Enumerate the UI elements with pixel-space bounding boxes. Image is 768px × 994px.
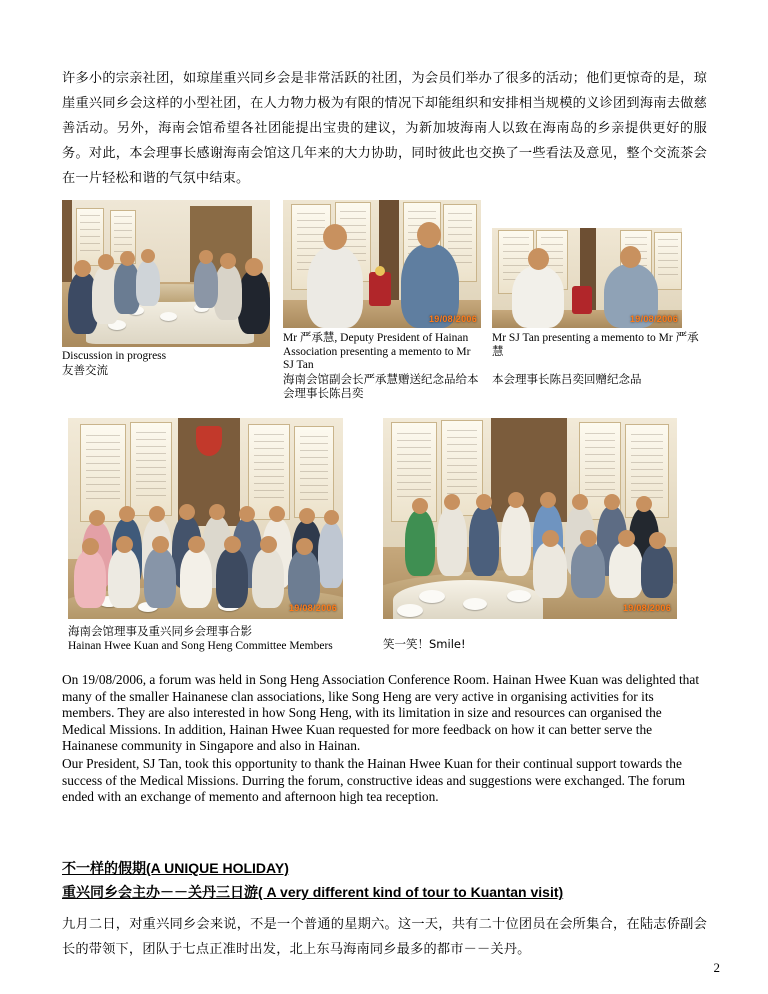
photo-group-committee: [68, 418, 343, 619]
heading-unique-holiday-en: (A UNIQUE HOLIDAY): [146, 860, 289, 876]
paragraph-forum-summary: On 19/08/2006, a forum was held in Song Heng Association Conference Room. Hainan Hwee Kuan was delighted that many of the smaller Hainanese clan associations, like Song Heng are very active in organising activities for its members. They are also interested in how Song Heng, with its limitation in size and resources can organised the Medical Missions. In addition, Hainan Hwee Kuan requested for more feedback on how it can better serve the Hainanese community in Singapore and also in Hainan.: [62, 672, 700, 753]
heading-unique-holiday: [62, 858, 722, 878]
photo-sj-tan-datestamp: 19/08/2006: [629, 314, 678, 324]
photo-group-committee-caption-cn: 海南会馆理事及重兴同乡会理事合影: [68, 624, 252, 638]
photo-discussion-caption-cn: 友善交流: [62, 363, 108, 377]
photo-smile-group-datestamp: 19/08/2006: [622, 603, 671, 613]
photo-sj-tan-caption-cn: 本会理事长陈吕奕回赠纪念品: [492, 372, 642, 386]
photo-group-committee-datestamp: 19/08/2006: [288, 603, 337, 613]
heading-kuantan-tour-cn: 重兴同乡会主办－－关丹三日游: [62, 885, 258, 901]
photo-discussion-caption-en: Discussion in progress: [62, 350, 167, 362]
photo-sj-tan-caption-en: Mr SJ Tan presenting a memento to Mr 严承慧: [492, 332, 699, 358]
heading-kuantan-tour-en: ( A very different kind of tour to Kuantan visit): [258, 884, 564, 900]
photo-smile-group: [383, 418, 677, 619]
page-number: 2: [713, 960, 720, 975]
paragraph-president-thanks: Our President, SJ Tan, took this opportunity to thank the Hainan Hwee Kuan for their continual support towards the success of the Medical Missions. Durring the forum, constructive ideas and suggestions were exchanged. The forum ended with an exchange of memento and afternoon high tea reception.: [62, 756, 686, 804]
top-paragraph: 许多小的宗亲社团，如琼崖重兴同乡会是非常活跃的社团，为会员们举办了很多的活动；他们更惊奇的是，琼崖重兴同乡会这样的小型社团，在人力物力极为有限的情况下却能组织和安排相当规模的义诊团到海南去做慈善活动。另外，海南会馆希望各社团能提出宝贵的建议，为新加坡海南人以致在海南岛的乡亲提供更好的服务。对此，本会理事长感谢海南会馆这几年来的大力协助，同时彼此也交换了一些看法及意见，整个交流茶会在一片轻松和谐的气氛中结束。: [62, 71, 707, 186]
photo-sj-tan-memento: [492, 228, 682, 328]
photo-group-committee-caption-en: Hainan Hwee Kuan and Song Heng Committee Members: [68, 640, 333, 652]
heading-unique-holiday-cn: 不一样的假期: [62, 861, 146, 877]
photo-smile-group-caption: 笑一笑！Smile!: [383, 637, 466, 651]
photo-discussion-in-progress: [62, 200, 270, 347]
heading-kuantan-tour: [62, 882, 722, 902]
bottom-paragraph: 九月二日，对重兴同乡会来说，不是一个普通的星期六。这一天，共有二十位团员在会所集合，在陆志侨副会长的带领下，团队于七点正准时出发，北上东马海南同乡最多的都市－－关丹。: [62, 917, 707, 957]
photo-memento-caption-en: Mr 严承慧, Deputy President of Hainan Association presenting a memento to Mr SJ Tan: [283, 332, 471, 371]
photo-memento-presentation: [283, 200, 481, 328]
photo-memento-datestamp: 19/08/2006: [428, 314, 477, 324]
photo-memento-caption-cn: 海南会馆副会长严承慧赠送纪念品给本会理事长陈吕奕: [283, 372, 479, 400]
